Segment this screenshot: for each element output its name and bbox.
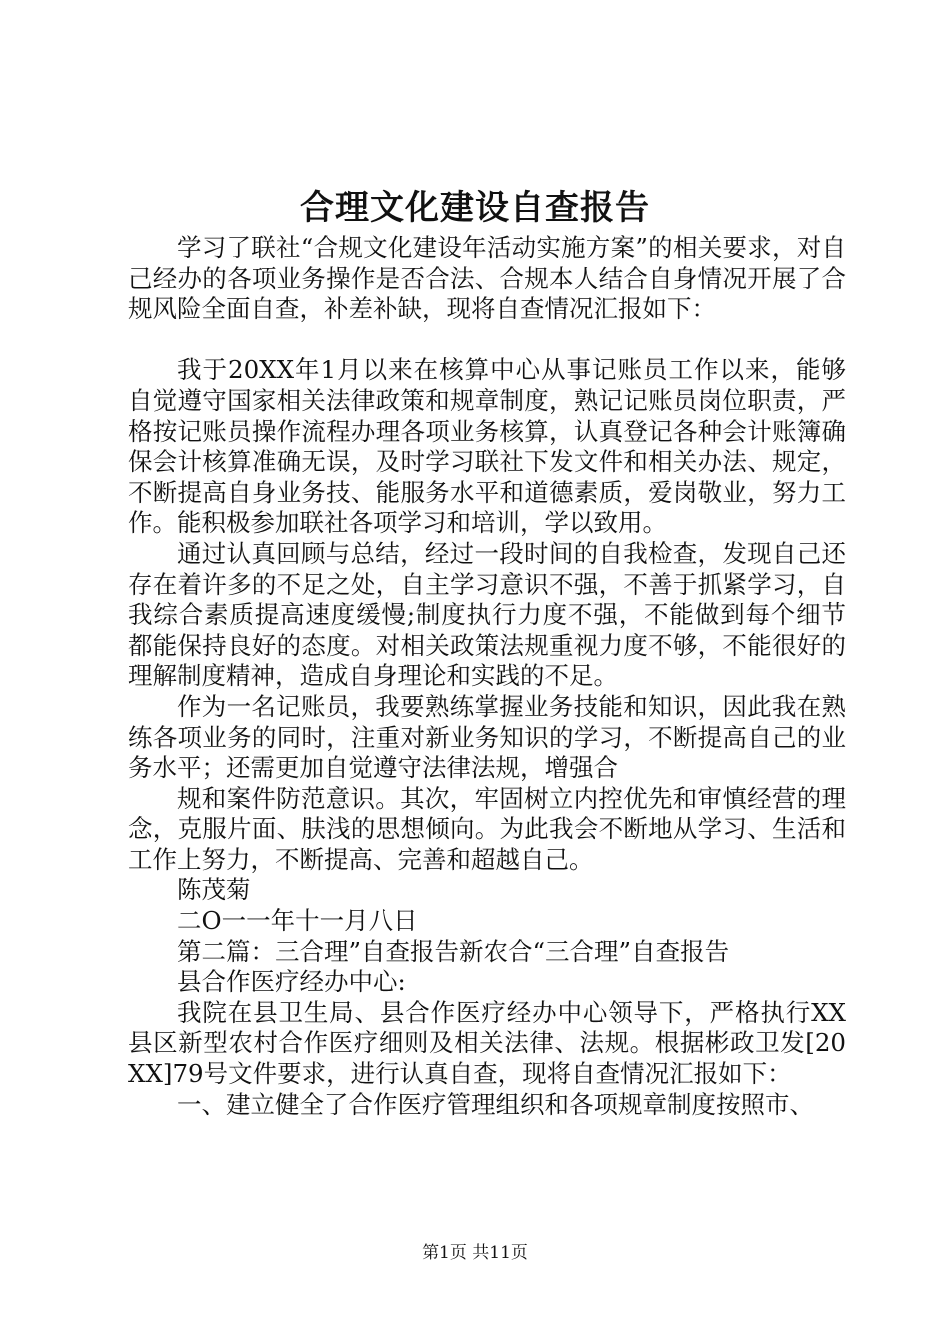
document-body xyxy=(128,233,846,1120)
page-number-footer: 第1页 共11页 xyxy=(422,1243,528,1263)
addressee: 县合作医疗经办中心: xyxy=(177,967,406,997)
document-title: 合理文化建设自查报告 xyxy=(300,188,650,228)
second-article-title: 第二篇：三合理”自查报告新农合“三合理”自查报告 xyxy=(177,936,730,966)
blank-line xyxy=(128,325,846,356)
paragraph-intro: 学习了联社“合规文化建设年活动实施方案”的相关要求，对自己经办的各项业务操作是否合法、合规本人结合自身情况开展了合规风险全面自查，补差补缺，现将自查情况汇报如下： xyxy=(128,233,846,324)
paragraph-second-intro: 我院在县卫生局、县合作医疗经办中心领导下，严格执行XX县区新型农村合作医疗细则及相关法律、法规。根据彬政卫发[20XX]79号文件要求，进行认真自查，现将自查情况汇报如下： xyxy=(128,997,846,1089)
paragraph-shortcomings: 通过认真回顾与总结，经过一段时间的自我检查，发现自己还存在着许多的不足之处，自主学习意识不强，不善于抓紧学习，自我综合素质提高速度缓慢;制度执行力度不强，不能做到每个细节都能保持良好的态度。对相关政策法规重视力度不够，不能很好的理解制度精神，造成自身理论和实践的不足。 xyxy=(128,538,846,691)
signature-name: 陈茂菊 xyxy=(177,875,251,905)
signature-date: 二O一一年十一月八日 xyxy=(177,906,418,936)
paragraph-improvement: 作为一名记账员，我要熟练掌握业务技能和知识，因此我在熟练各项业务的同时，注重对新业务知识的学习，不断提高自己的业务水平；还需更加自觉遵守法律法规，增强合 xyxy=(128,691,846,783)
paragraph-work-history: 我于20XX年1月以来在核算中心从事记账员工作以来，能够自觉遵守国家相关法律政策和规章制度，熟记记账员岗位职责，严格按记账员操作流程办理各项业务核算，认真登记各种会计账簿确保会计核算准确无误，及时学习联社下发文件和相关办法、规定，不断提高自身业务技、能服务水平和道德素质，爱岗敬业，努力工作。能积极参加联社各项学习和培训，学以致用。 xyxy=(128,355,846,538)
paragraph-compliance: 规和案件防范意识。其次，牢固树立内控优先和审慎经营的理念，克服片面、肤浅的思想倾向。为此我会不断地从学习、生活和工作上努力，不断提高、完善和超越自己。 xyxy=(128,783,846,874)
paragraph-second-item-1: 一、建立健全了合作医疗管理组织和各项规章制度按照市、 xyxy=(177,1089,814,1119)
